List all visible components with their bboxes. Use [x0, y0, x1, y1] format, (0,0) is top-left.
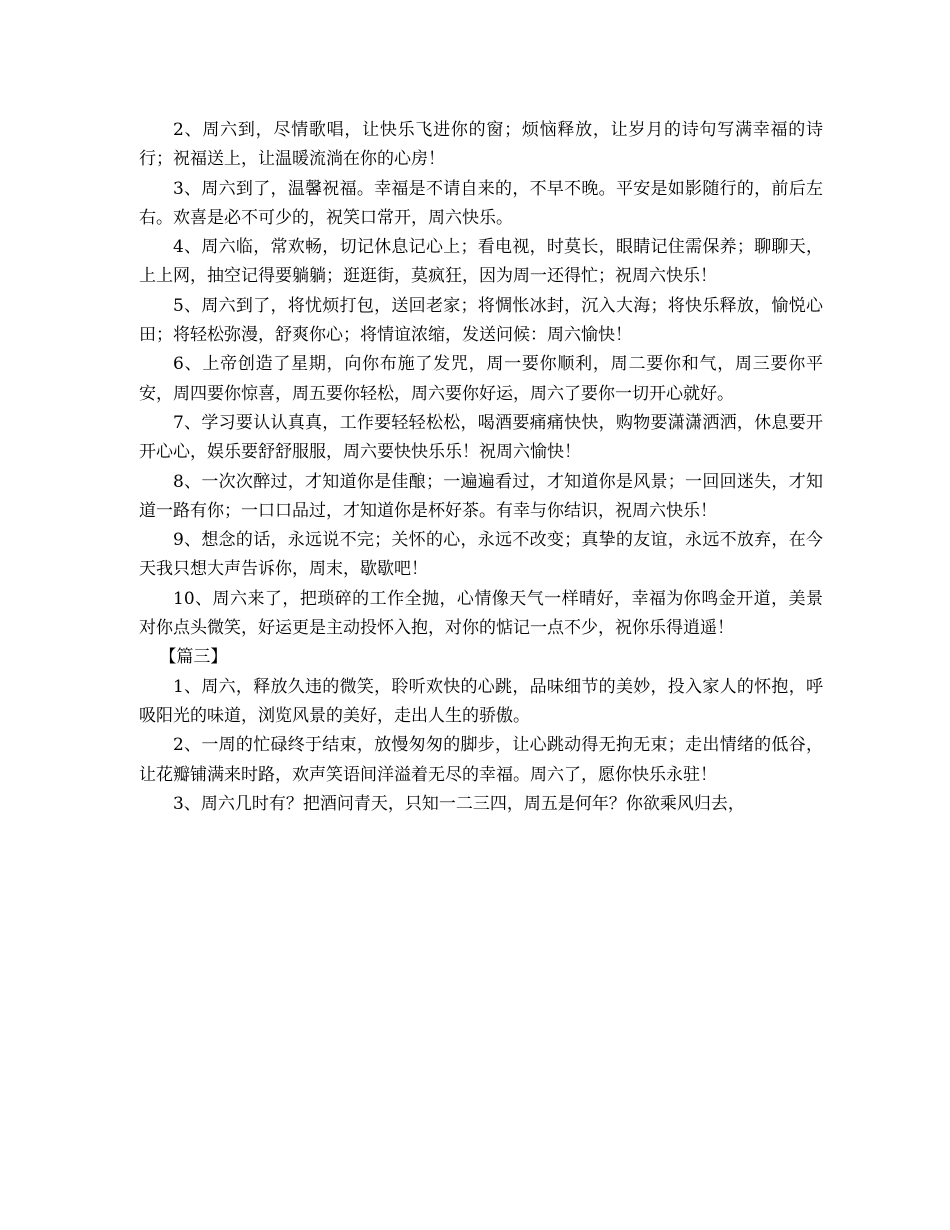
paragraph-4: 4、周六临，常欢畅，切记休息记心上；看电视，时莫长，眼睛记住需保养；聊聊天，上上网，抽空记得要躺躺；逛逛街，莫疯狂，因为周一还得忙；祝周六快乐！ — [139, 237, 823, 287]
paragraph-9: 9、想念的话，永远说不完；关怀的心，永远不改变；真挚的友谊，永远不放弃，在今天我只想大声告诉你，周末，歇歇吧！ — [139, 530, 823, 580]
part-three-paragraph-1: 1、周六，释放久违的微笑，聆听欢快的心跳，品味细节的美妙，投入家人的怀抱，呼吸阳光的味道，浏览风景的美好，走出人生的骄傲。 — [139, 676, 823, 726]
section-heading-part-three: 【篇三】 — [159, 647, 228, 668]
paragraph-6: 6、上帝创造了星期，向你布施了发咒，周一要你顺利，周二要你和气，周三要你平安，周四要你惊喜，周五要你轻松，周六要你好运，周六了要你一切开心就好。 — [139, 354, 823, 404]
paragraph-2: 2、周六到，尽情歌唱，让快乐飞进你的窗；烦恼释放，让岁月的诗句写满幸福的诗行；祝福送上，让温暖流淌在你的心房！ — [139, 120, 823, 170]
paragraph-8: 8、一次次醉过，才知道你是佳酿；一遍遍看过，才知道你是风景；一回回迷失，才知道一路有你；一口口品过，才知道你是杯好茶。有幸与你结识，祝周六快乐！ — [139, 471, 823, 521]
part-three-paragraph-3: 3、周六几时有？把酒问青天，只知一二三四，周五是何年？你欲乘风归去， — [173, 793, 745, 814]
paragraph-7: 7、学习要认认真真，工作要轻轻松松，喝酒要痛痛快快，购物要潇潇洒洒，休息要开开心心，娱乐要舒舒服服，周六要快快乐乐！祝周六愉快！ — [139, 412, 823, 463]
document-body — [139, 116, 823, 819]
paragraph-3: 3、周六到了，温馨祝福。幸福是不请自来的，不早不晚。平安是如影随行的，前后左右。欢喜是必不可少的，祝笑口常开，周六快乐。 — [139, 178, 823, 228]
part-three-paragraph-2: 2、一周的忙碌终于结束，放慢匆匆的脚步，让心跳动得无拘无束；走出情绪的低谷，让花瓣铺满来时路，欢声笑语间洋溢着无尽的幸福。周六了，愿你快乐永驻！ — [139, 735, 823, 785]
paragraph-5: 5、周六到了，将忧烦打包，送回老家；将惆怅冰封，沉入大海；将快乐释放，愉悦心田；将轻松弥漫，舒爽你心；将情谊浓缩，发送问候：周六愉快！ — [139, 295, 823, 346]
paragraph-10: 10、周六来了，把琐碎的工作全抛，心情像天气一样晴好，幸福为你鸣金开道，美景对你点头微笑，好运更是主动投怀入抱，对你的惦记一点不少，祝你乐得逍遥！ — [139, 588, 823, 639]
